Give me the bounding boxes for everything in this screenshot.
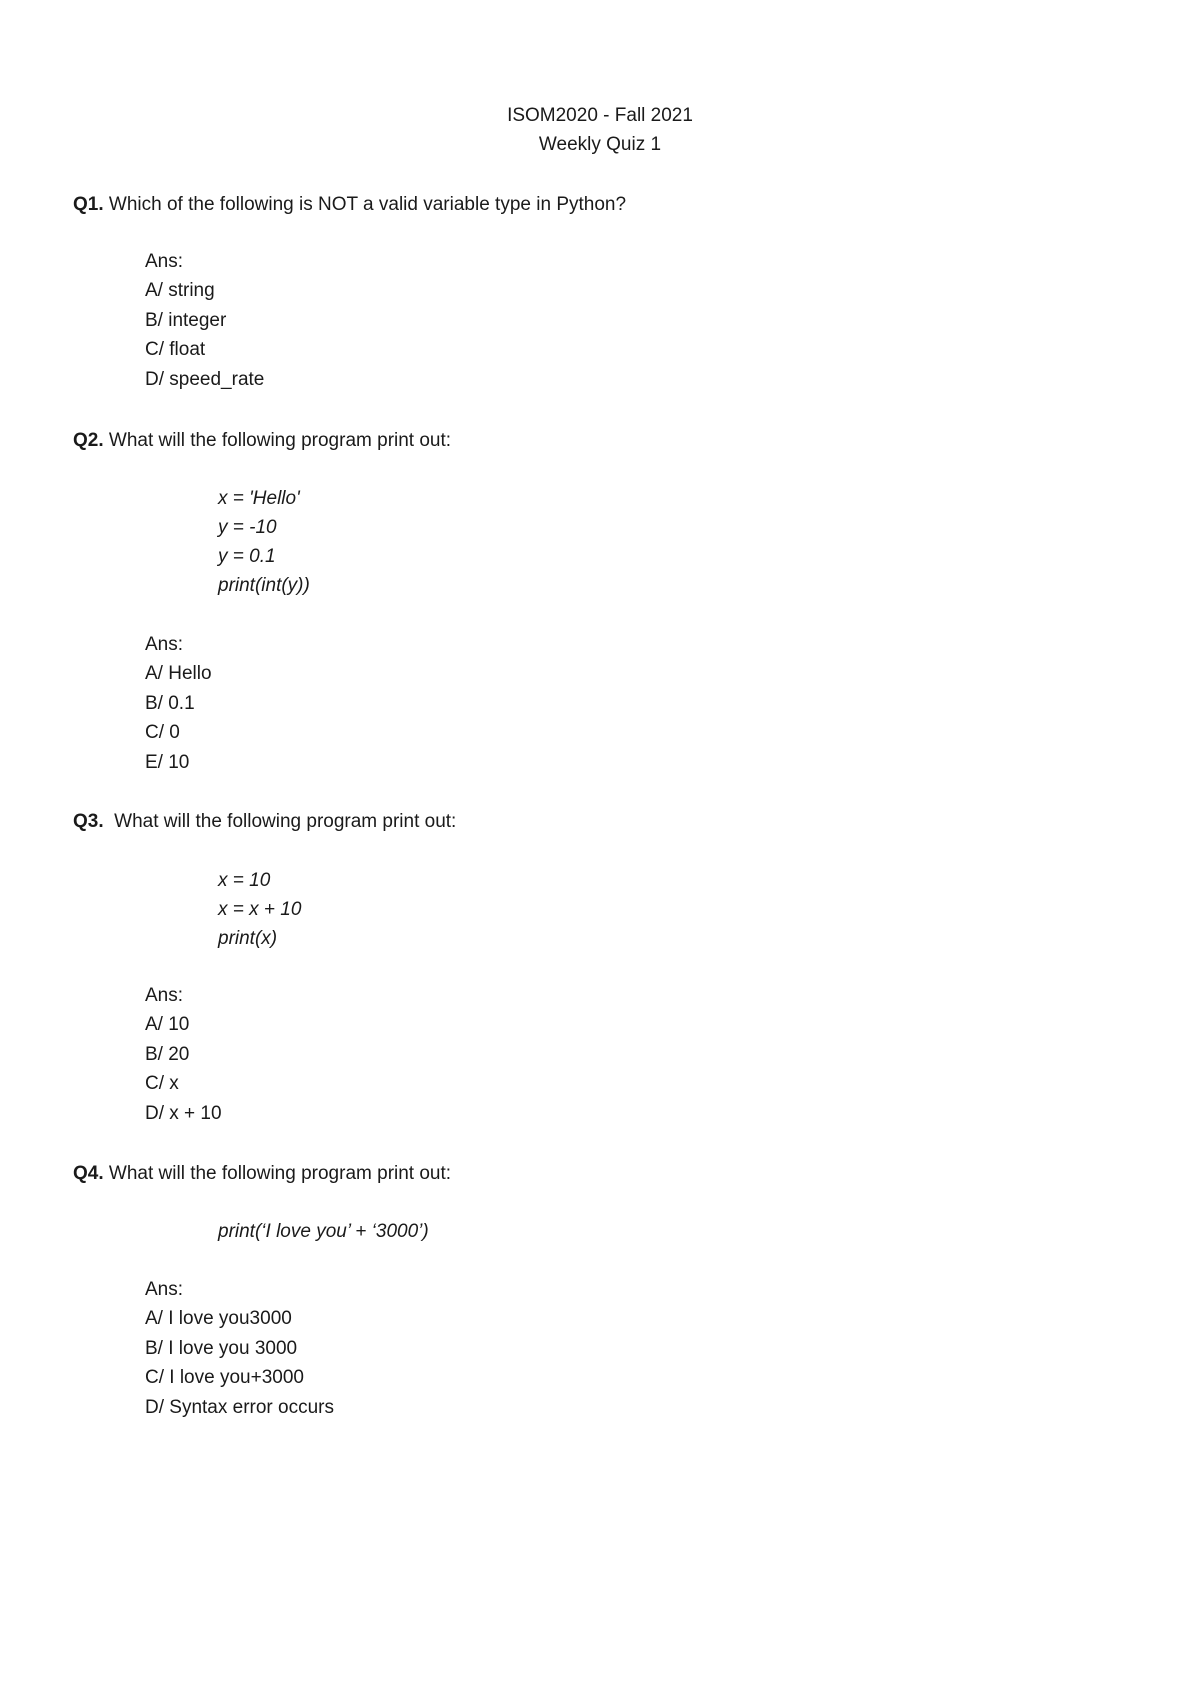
- question-number: Q1.: [73, 194, 104, 215]
- option-a: A/ string: [145, 280, 215, 302]
- option-c: C/ x: [145, 1073, 179, 1095]
- question-text: What will the following program print out:: [103, 1163, 452, 1184]
- code-line: y = 0.1: [218, 546, 276, 567]
- option-e: E/ 10: [145, 751, 190, 773]
- code-line: print(‘I love you’ + ‘3000’): [218, 1221, 429, 1242]
- answer-block-1: [145, 247, 264, 394]
- question-2: [73, 426, 451, 455]
- question-1: [73, 190, 626, 219]
- question-number: Q4.: [73, 1163, 104, 1184]
- document-title: ISOM2020 - Fall 2021: [507, 105, 693, 126]
- code-line: x = x + 10: [218, 899, 302, 920]
- answer-block-3: [145, 981, 222, 1128]
- answer-block-2: [145, 630, 212, 777]
- code-line: x = 'Hello': [218, 488, 300, 509]
- ans-label: Ans:: [145, 985, 184, 1006]
- code-line: y = -10: [218, 517, 277, 538]
- code-block-2: [218, 484, 310, 600]
- answer-block-4: [145, 1275, 334, 1422]
- option-a: A/ 10: [145, 1014, 190, 1036]
- question-text: Which of the following is NOT a valid variable type in Python?: [103, 194, 627, 215]
- option-a: A/ Hello: [145, 663, 212, 685]
- question-text: What will the following program print out:: [103, 811, 457, 832]
- question-text: What will the following program print out:: [103, 430, 452, 451]
- option-a: A/ I love you3000: [145, 1308, 292, 1330]
- ans-label: Ans:: [145, 251, 184, 272]
- option-d: D/ speed_rate: [145, 368, 265, 390]
- document-subtitle: Weekly Quiz 1: [538, 134, 662, 155]
- code-line: print(int(y)): [218, 575, 310, 596]
- option-c: C/ I love you+3000: [145, 1367, 304, 1389]
- option-d: D/ x + 10: [145, 1102, 222, 1124]
- code-line: print(x): [218, 928, 278, 949]
- question-number: Q2.: [73, 430, 104, 451]
- code-line: x = 10: [218, 870, 271, 891]
- option-d: D/ Syntax error occurs: [145, 1396, 334, 1418]
- option-b: B/ 20: [145, 1043, 190, 1065]
- question-number: Q3.: [73, 811, 104, 832]
- question-3: [73, 807, 456, 836]
- question-4: [73, 1159, 451, 1188]
- option-b: B/ I love you 3000: [145, 1337, 298, 1359]
- option-c: C/ 0: [145, 722, 180, 744]
- option-c: C/ float: [145, 339, 206, 361]
- ans-label: Ans:: [145, 1279, 184, 1300]
- code-block-3: [218, 866, 301, 953]
- code-block-4: [218, 1217, 429, 1246]
- ans-label: Ans:: [145, 634, 184, 655]
- option-b: B/ integer: [145, 309, 227, 331]
- option-b: B/ 0.1: [145, 692, 195, 714]
